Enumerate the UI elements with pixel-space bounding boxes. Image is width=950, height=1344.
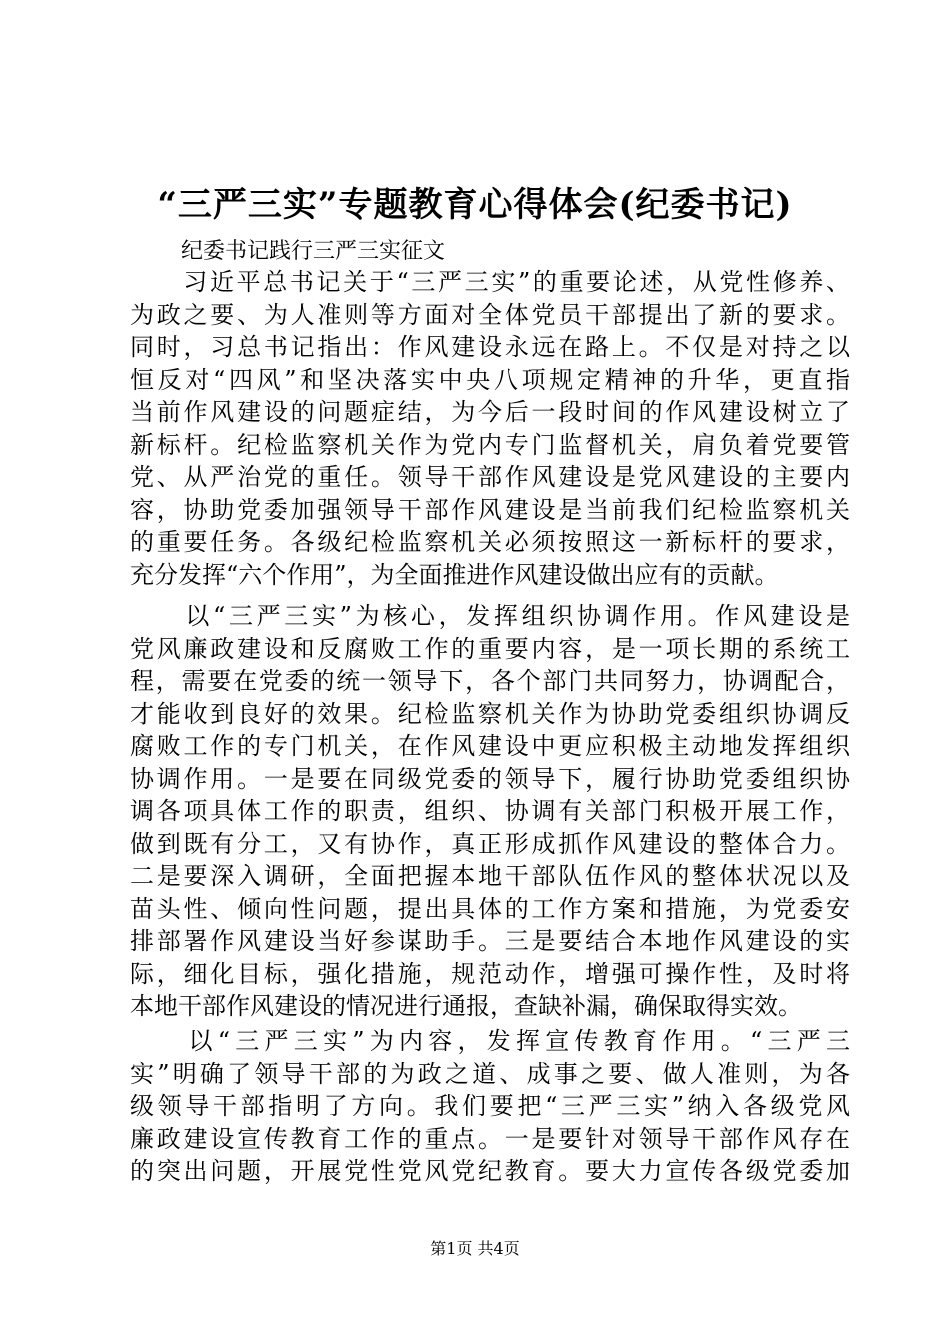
- paragraph-2: [130, 600, 850, 1023]
- paragraph-line: 程，需要在党委的统一领导下，各个部门共同努力，协调配合，: [130, 667, 850, 695]
- paragraph-line: 党风廉政建设和反腐败工作的重要内容，是一项长期的系统工: [130, 634, 850, 663]
- paragraph-3: [130, 1025, 850, 1188]
- paragraph-line: 的突出问题，开展党性党风党纪教育。要大力宣传各级党委加: [130, 1157, 850, 1185]
- paragraph-line: 二是要深入调研，全面把握本地干部队伍作风的整体状况以及: [130, 862, 850, 890]
- paragraph-line: 实”明确了领导干部的为政之道、成事之要、做人准则，为各: [130, 1059, 850, 1088]
- paragraph-line: 排部署作风建设当好参谋助手。三是要结合本地作风建设的实: [130, 927, 850, 955]
- page-footer: 第1页 共4页: [430, 1239, 520, 1258]
- paragraph-line: 恒反对“四风”和坚决落实中央八项规定精神的升华，更直指: [130, 365, 850, 394]
- paragraph-line: 的重要任务。各级纪检监察机关必须按照这一新标杆的要求，: [130, 528, 850, 556]
- paragraph-line: 以“三严三实”为内容，发挥宣传教育作用。“三严三: [130, 1027, 850, 1055]
- paragraph-line: 协调作用。一是要在同级党委的领导下，履行协助党委组织协: [130, 764, 850, 793]
- paragraph-line: 苗头性、倾向性问题，提出具体的工作方案和措施，为党委安: [130, 894, 850, 923]
- paragraph-line: 新标杆。纪检监察机关作为党内专门监督机关，肩负着党要管: [130, 430, 850, 459]
- paragraph-line: 习近平总书记关于“三严三实”的重要论述，从党性修养、: [130, 268, 850, 296]
- document-title: “三严三实”专题教育心得体会(纪委书记): [157, 185, 793, 225]
- paragraph-line: 充分发挥“六个作用”，为全面推进作风建设做出应有的贡献。: [130, 560, 779, 589]
- paragraph-line: 廉政建设宣传教育工作的重点。一是要针对领导干部作风存在: [130, 1124, 850, 1153]
- paragraph-line: 容，协助党委加强领导干部作风建设是当前我们纪检监察机关: [130, 495, 850, 524]
- paragraph-line: 当前作风建设的问题症结，为今后一段时间的作风建设树立了: [130, 398, 850, 426]
- paragraph-line: 同时，习总书记指出：作风建设永远在路上。不仅是对持之以: [130, 333, 850, 361]
- paragraph-line: 本地干部作风建设的情况进行通报，查缺补漏，确保取得实效。: [130, 992, 802, 1020]
- paragraph-line: 以“三严三实”为核心，发挥组织协调作用。作风建设是: [130, 602, 850, 630]
- paragraph-line: 际，细化目标，强化措施，规范动作，增强可操作性，及时将: [130, 959, 850, 988]
- paragraph-line: 调各项具体工作的职责，组织、协调有关部门积极开展工作，: [130, 797, 850, 825]
- document-subtitle: 纪委书记践行三严三实征文: [181, 239, 446, 264]
- paragraph-line: 做到既有分工，又有协作，真正形成抓作风建设的整体合力。: [130, 829, 850, 858]
- paragraph-line: 腐败工作的专门机关，在作风建设中更应积极主动地发挥组织: [130, 732, 850, 760]
- paragraph-line: 级领导干部指明了方向。我们要把“三严三实”纳入各级党风: [130, 1092, 850, 1120]
- paragraph-line: 为政之要、为人准则等方面对全体党员干部提出了新的要求。: [130, 300, 850, 329]
- paragraph-line: 才能收到良好的效果。纪检监察机关作为协助党委组织协调反: [130, 699, 850, 728]
- paragraph-1: [130, 266, 850, 591]
- paragraph-line: 党、从严治党的重任。领导干部作风建设是党风建设的主要内: [130, 463, 850, 491]
